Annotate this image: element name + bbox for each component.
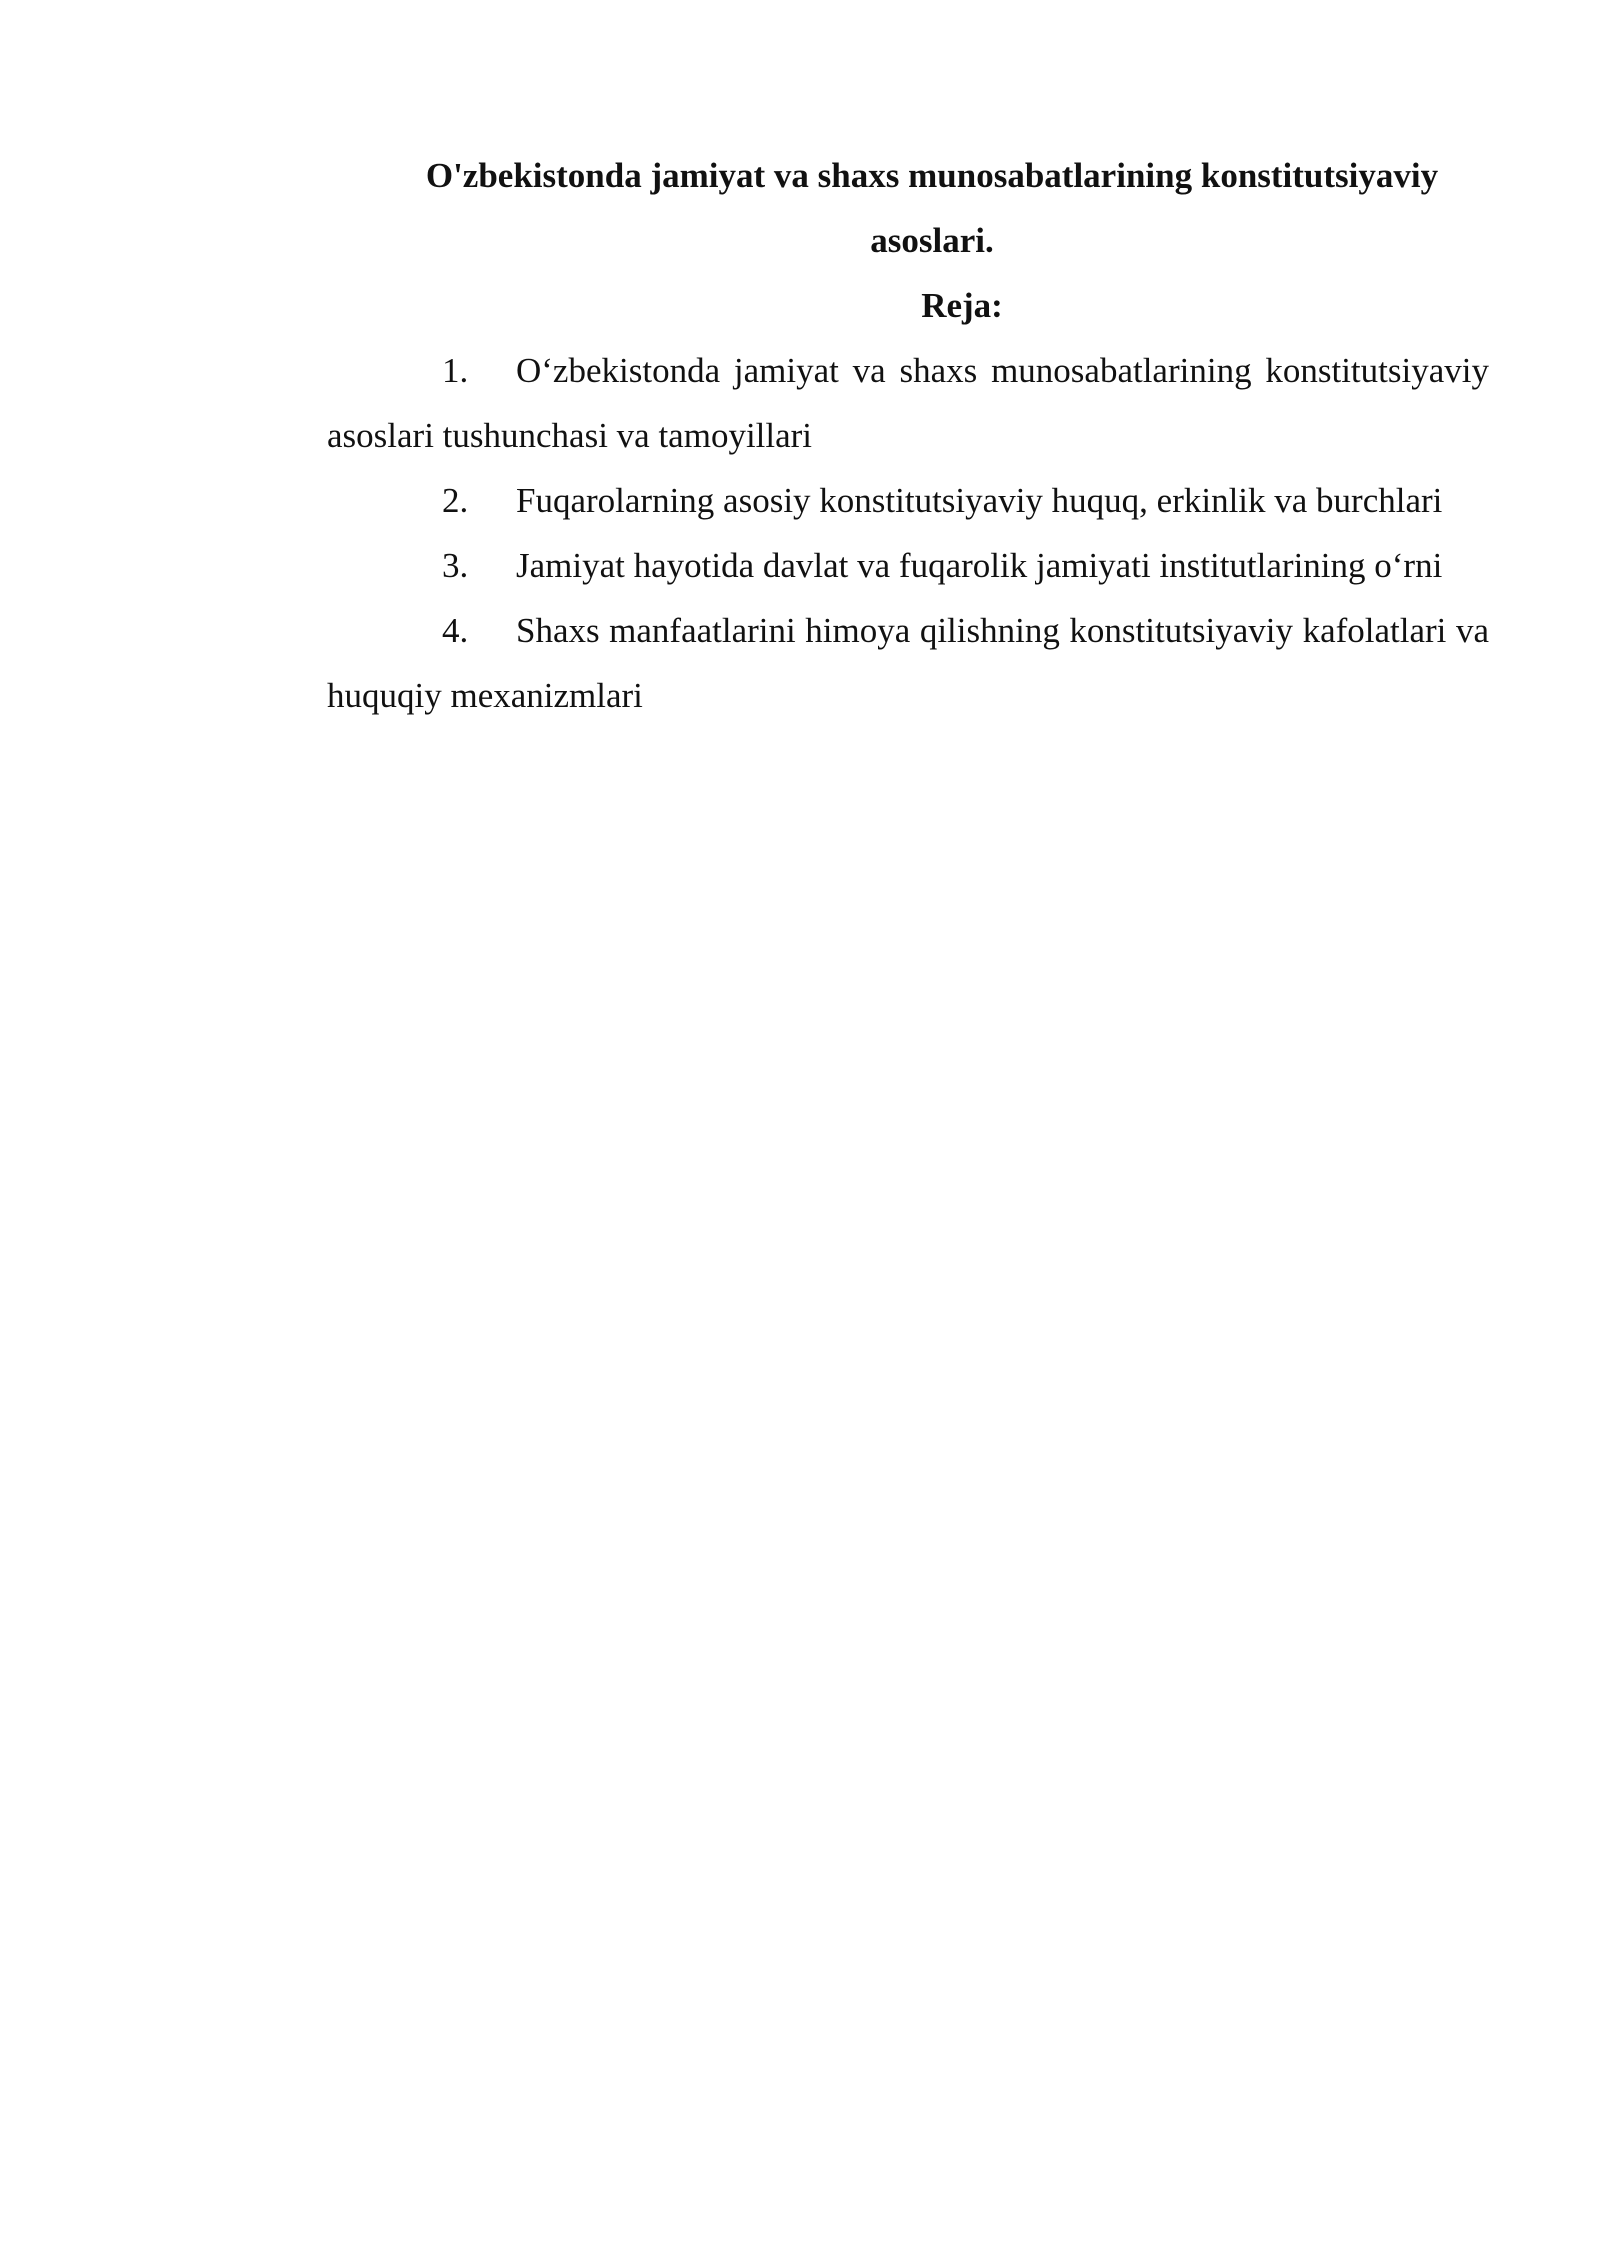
plan-list xyxy=(327,338,1489,728)
plan-item-2 xyxy=(327,468,1489,533)
document-body xyxy=(327,143,1489,728)
plan-item-number: 1. xyxy=(442,351,469,390)
plan-item-number: 4. xyxy=(442,611,469,650)
plan-item-text: Fuqarolarning asosiy konstitutsiyaviy huquq, erkinlik va burchlari xyxy=(516,481,1443,520)
plan-item-number: 2. xyxy=(442,481,469,520)
plan-item-number: 3. xyxy=(442,546,469,585)
plan-item-text: Shaxs manfaatlarini himoya qilishning konstitutsiyaviy kafolatlari va huquqiy mexanizmlari xyxy=(327,611,1489,715)
plan-heading: Reja: xyxy=(921,286,1003,325)
plan-item-1 xyxy=(327,338,1489,468)
document-title: O'zbekistonda jamiyat va shaxs munosabatlarining konstitutsiyaviy asoslari. xyxy=(425,156,1439,260)
plan-item-4 xyxy=(327,598,1489,728)
plan-item-3 xyxy=(327,533,1489,598)
plan-item-text: Jamiyat hayotida davlat va fuqarolik jamiyati institutlarining o‘rni xyxy=(516,546,1443,585)
plan-item-text: O‘zbekistonda jamiyat va shaxs munosabatlarining konstitutsiyaviy asoslari tushunchasi va tamoyillari xyxy=(327,351,1489,455)
